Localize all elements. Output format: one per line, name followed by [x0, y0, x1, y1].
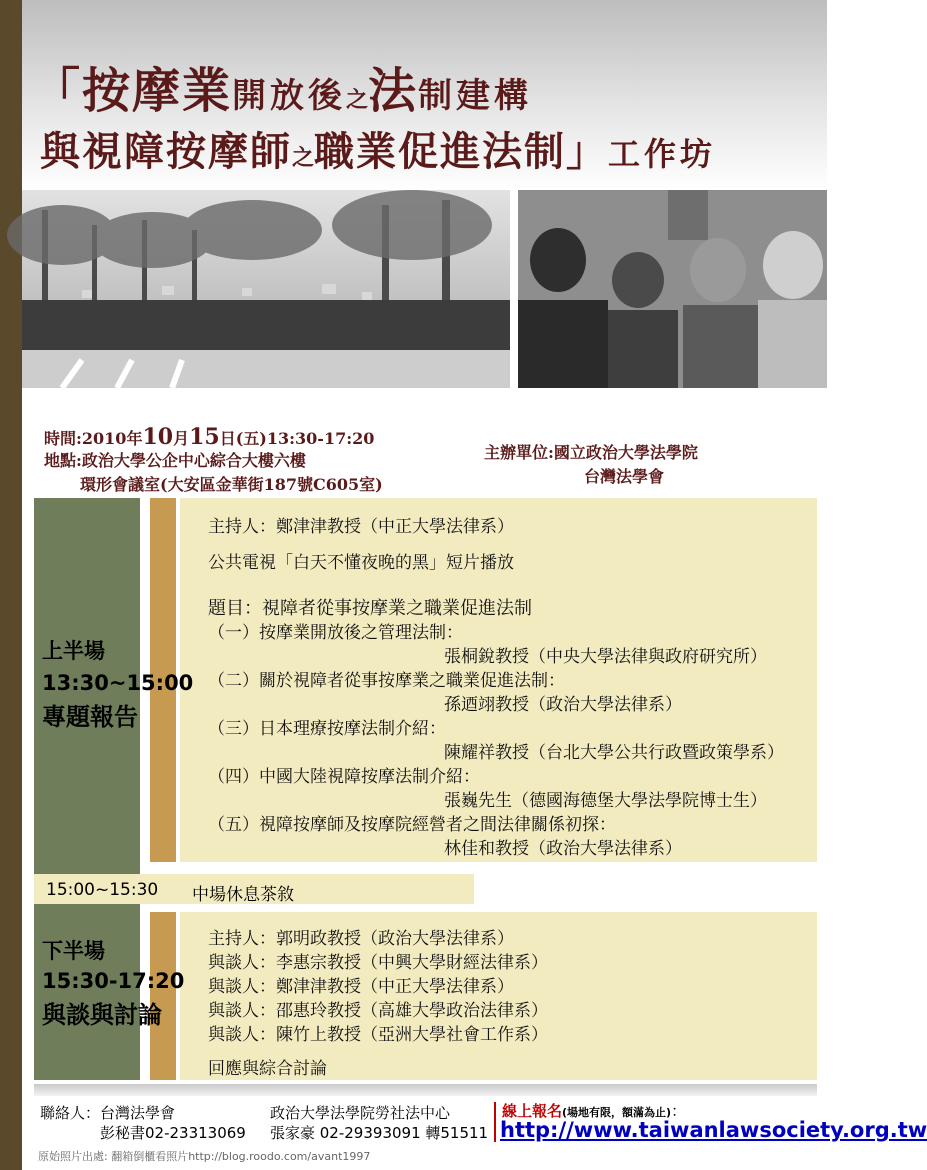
- session2-name: 下半場: [42, 939, 105, 963]
- contact-person: 聯絡人：台灣法學會: [40, 1104, 176, 1122]
- title-quote-open: 「: [32, 63, 83, 119]
- center-phone: 張家豪 02-29393091 轉51511: [270, 1124, 489, 1142]
- signup-colon: ：: [671, 1102, 687, 1120]
- event-time: [44, 424, 374, 450]
- session2-accent-bar: [150, 912, 176, 1080]
- contact-phone: 彭秘書02-23313069: [100, 1124, 246, 1142]
- topic-item-speaker: 張巍先生（德國海德堡大學法學院博士生）: [444, 791, 767, 811]
- panel-line: 與談人：邵惠玲教授（高雄大學政治法律系）: [208, 1001, 548, 1021]
- break-time: 15:00~15:30: [46, 880, 159, 900]
- title-text-construct: 制建構: [418, 76, 533, 116]
- session2-kind: 與談與討論: [42, 1001, 162, 1029]
- session1-name: 上半場: [42, 639, 105, 663]
- title-text-workshop: 工作坊: [608, 135, 717, 173]
- topic-item-speaker: 孫迺翊教授（政治大學法律系）: [444, 695, 682, 715]
- session1-host: 主持人：鄭津津教授（中正大學法律系）: [208, 517, 514, 537]
- panel-line: 主持人：郭明政教授（政治大學法律系）: [208, 929, 514, 949]
- event-room: 環形會議室(大安區金華街187號C605室): [80, 475, 383, 494]
- crowd-photo: [518, 190, 827, 388]
- topic-item-title: （一）按摩業開放後之管理法制：: [208, 623, 463, 643]
- signup-note: (場地有限，額滿為止): [562, 1106, 672, 1119]
- topic-item-title: （二）關於視障者從事按摩業之職業促進法制：: [208, 671, 565, 691]
- topic-item-title: （三）日本理療按摩法制介紹：: [208, 719, 446, 739]
- session1-film: 公共電視「白天不懂夜晚的黑」短片播放: [208, 553, 514, 573]
- center-name: 政治大學法學院勞社法中心: [270, 1104, 451, 1122]
- signup-url-wrap: [500, 1118, 927, 1142]
- topic-item-speaker: 張桐銳教授（中央大學法律與政府研究所）: [444, 647, 767, 667]
- footer-divider: [494, 1102, 496, 1142]
- session1-kind: 專題報告: [42, 703, 138, 731]
- photo-source: 原始照片出處: 翻箱倒櫃看照片http://blog.roodo.com/avant1997: [38, 1150, 371, 1163]
- time-suffix: 日(五)13:30-17:20: [219, 429, 375, 448]
- left-sidebar-bar: [0, 0, 22, 1170]
- title-text-massage: 按摩業: [82, 63, 233, 119]
- title-text-zhi: 之: [346, 87, 369, 113]
- session2-time: 15:30-17:20: [42, 969, 185, 993]
- title-line-1: [32, 52, 532, 121]
- title-text-blind: 與視障按摩師: [40, 128, 292, 175]
- topic-item-speaker: 林佳和教授（政治大學法律系）: [444, 839, 682, 859]
- session1-topic: 題目：視障者從事按摩業之職業促進法制: [208, 598, 532, 619]
- organizer-1: 主辦單位:國立政治大學法學院: [484, 443, 698, 462]
- title-text-law: 法: [368, 63, 419, 119]
- time-month-unit: 月: [173, 429, 190, 448]
- signup-label: 線上報名: [502, 1102, 563, 1120]
- time-day: 15: [189, 424, 220, 450]
- topic-item-title: （五）視障按摩師及按摩院經營者之間法律關係初探：: [208, 815, 616, 835]
- topic-item-speaker: 陳耀祥教授（台北大學公共行政暨政策學系）: [444, 743, 784, 763]
- topic-item-title: （四）中國大陸視障按摩法制介紹：: [208, 767, 480, 787]
- event-place: 地點:政治大學公企中心綜合大樓六樓: [44, 451, 306, 470]
- break-label: 中場休息茶敘: [192, 885, 294, 905]
- time-month: 10: [142, 424, 174, 450]
- march-photo: [22, 190, 510, 388]
- time-prefix: 時間:2010年: [44, 429, 143, 448]
- organizer-2: 台灣法學會: [584, 467, 665, 486]
- title-text-career: 職業促進法制」: [314, 128, 609, 175]
- title-text-open: 開放後: [232, 76, 347, 116]
- panel-line: 與談人：李惠宗教授（中興大學財經法律系）: [208, 953, 548, 973]
- signup-url-link[interactable]: http://www.taiwanlawsociety.org.tw: [500, 1118, 927, 1142]
- closing-discussion: 回應與綜合討論: [208, 1059, 327, 1079]
- title-text-zhi-2: 之: [292, 145, 315, 171]
- title-line-2: [40, 120, 716, 177]
- panel-line: 與談人：鄭津津教授（中正大學法律系）: [208, 977, 514, 997]
- panel-line: 與談人：陳竹上教授（亞洲大學社會工作系）: [208, 1025, 548, 1045]
- session1-time: 13:30~15:00: [42, 671, 194, 695]
- bottom-divider: [34, 1084, 817, 1096]
